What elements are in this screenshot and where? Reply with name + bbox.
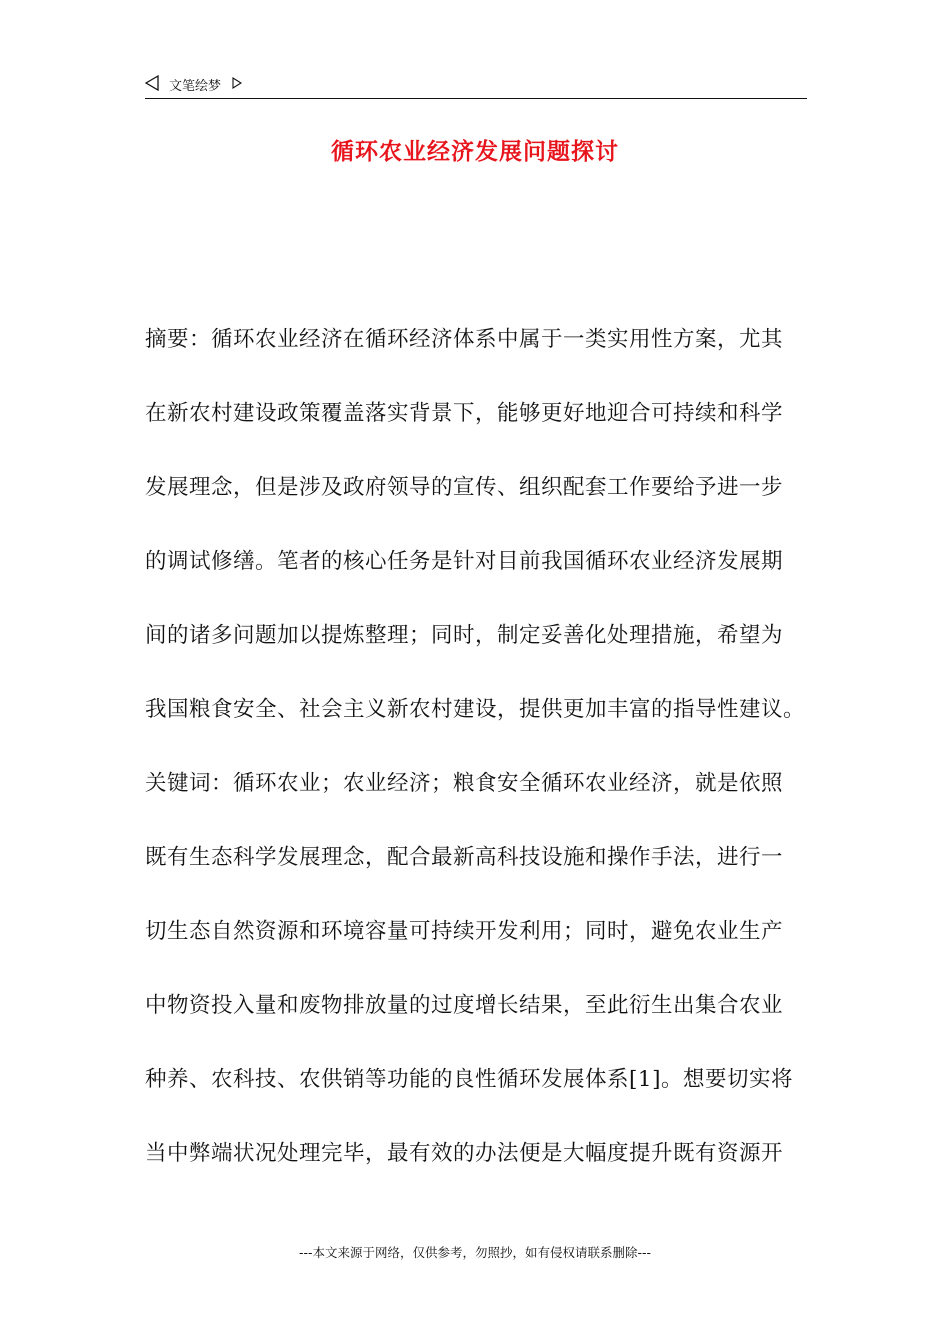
triangle-left-icon: [145, 75, 159, 91]
body-line: 中物资投入量和废物排放量的过度增长结果，至此衍生出集合农业: [145, 993, 784, 1018]
page-header: [145, 72, 807, 99]
body-line: 既有生态科学发展理念，配合最新高科技设施和操作手法，进行一: [145, 845, 784, 870]
document-title: 循环农业经济发展问题探讨: [331, 139, 619, 165]
body-line: 摘要：循环农业经济在循环经济体系中属于一类实用性方案，尤其: [145, 327, 784, 352]
body-line: 关键词：循环农业；农业经济；粮食安全循环农业经济，就是依照: [145, 771, 784, 796]
body-line: 切生态自然资源和环境容量可持续开发利用；同时，避免农业生产: [145, 919, 784, 944]
body-line: 的调试修缮。笔者的核心任务是针对目前我国循环农业经济发展期: [145, 549, 784, 574]
body-line: 在新农村建设政策覆盖落实背景下，能够更好地迎合可持续和科学: [145, 401, 784, 426]
body-line: 我国粮食安全、社会主义新农村建设，提供更加丰富的指导性建议。: [145, 697, 806, 722]
body-line: 发展理念，但是涉及政府领导的宣传、组织配套工作要给予进一步: [145, 475, 784, 500]
triangle-right-icon: [232, 77, 242, 89]
document-body: [145, 318, 813, 1206]
body-line: 间的诸多问题加以提炼整理；同时，制定妥善化处理措施，希望为: [145, 623, 784, 648]
page-footer-disclaimer: ---本文来源于网络，仅供参考，勿照抄，如有侵权请联系删除---: [298, 1245, 652, 1260]
body-line: 当中弊端状况处理完毕，最有效的办法便是大幅度提升既有资源开: [145, 1141, 784, 1166]
header-brand: 文笔绘梦: [169, 79, 222, 94]
body-line: 种养、农科技、农供销等功能的良性循环发展体系[1]。想要切实将: [145, 1067, 793, 1092]
